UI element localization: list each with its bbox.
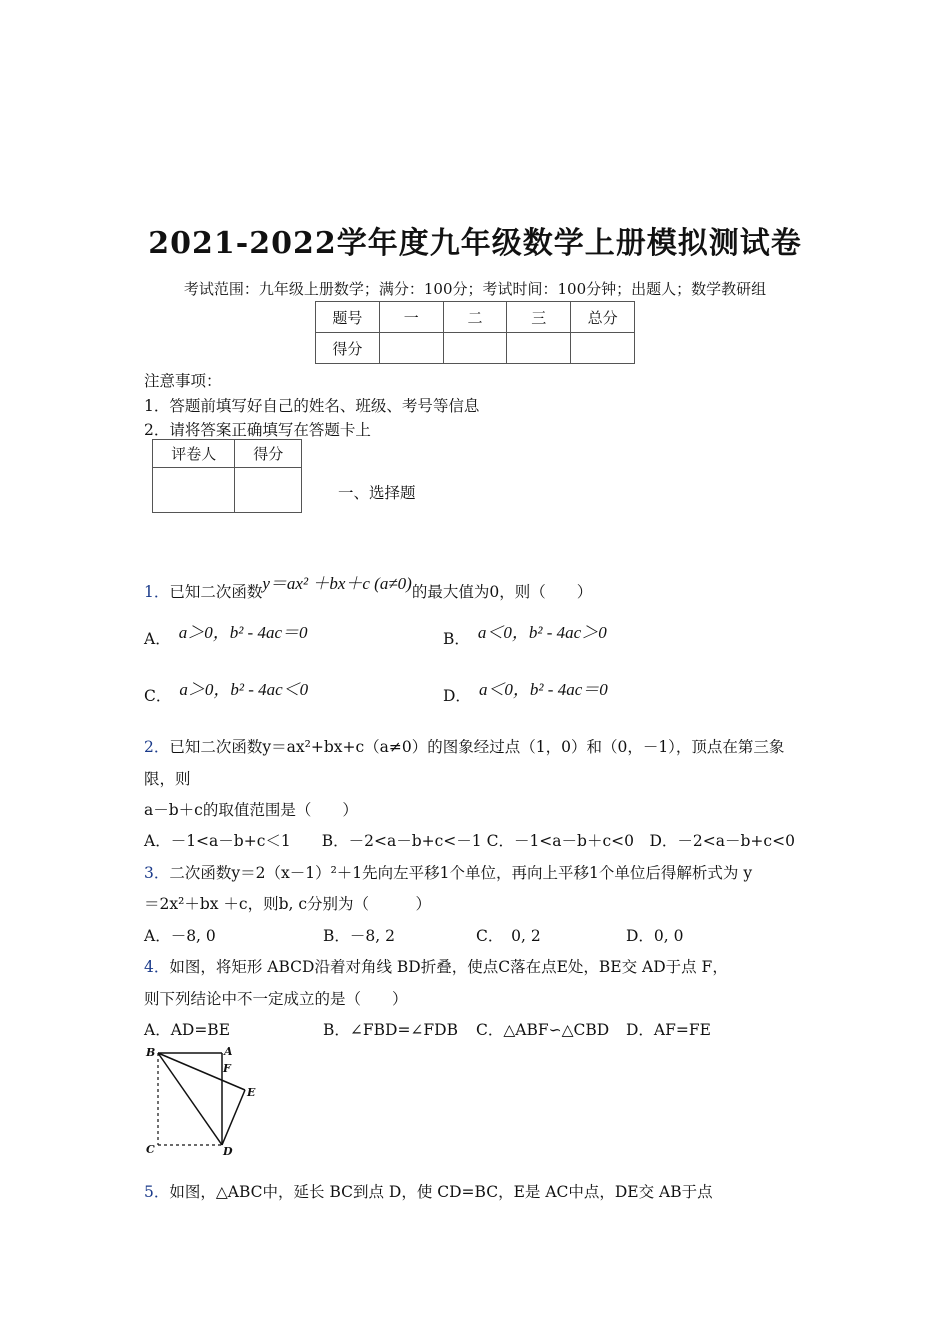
question-text: ＝2x²＋bx ＋c，则b, c分别为（ ） <box>144 895 432 913</box>
score-cell[interactable] <box>443 333 507 364</box>
option-a[interactable]: A．－8, 0 <box>144 927 216 945</box>
label-d: D <box>223 1145 233 1158</box>
option-a[interactable]: A．AD=BE <box>144 1021 231 1039</box>
score-header-cell: 总分 <box>571 302 635 333</box>
question-text: 限，则 <box>144 770 191 788</box>
question-text: a－b＋c的取值范围是（ ） <box>144 801 358 819</box>
option-c[interactable]: C． 0, 2 <box>476 927 541 945</box>
option-formula: a＞0，b² - 4ac＜0 <box>179 680 309 699</box>
option-formula: a＜0，b² - 4ac＝0 <box>478 680 608 699</box>
exam-info: 考试范围：九年级上册数学；满分：100分；考试时间：100分钟；出题人；数学教研组 <box>183 280 767 298</box>
option-b[interactable]: B．∠FBD=∠FDB <box>323 1021 458 1039</box>
option-b[interactable]: B．－8, 2 <box>323 927 395 945</box>
option-formula: a＜0，b² - 4ac＞0 <box>477 623 607 642</box>
option-b[interactable] <box>443 624 607 649</box>
question-number: 4． <box>144 958 170 976</box>
score-cell[interactable] <box>507 333 571 364</box>
option-d[interactable] <box>443 681 608 706</box>
score-header-cell: 二 <box>443 302 507 333</box>
option-c[interactable]: C．△ABF∽△CBD <box>476 1021 610 1039</box>
option-d[interactable]: D．0, 0 <box>626 927 684 945</box>
option-a[interactable] <box>144 624 308 649</box>
label-f: F <box>223 1062 231 1075</box>
question-2 <box>144 735 784 757</box>
score-row-label: 得分 <box>316 333 380 364</box>
question-text: 则下列结论中不一定成立的是（ ） <box>144 990 408 1008</box>
option-d[interactable]: D．AF=FE <box>626 1021 711 1039</box>
score-table <box>315 301 635 364</box>
note-item: 2．请将答案正确填写在答题卡上 <box>144 421 371 439</box>
formula: y＝ax² ＋bx＋c (a≠0) <box>262 574 412 593</box>
question-1 <box>144 574 593 602</box>
grader-header: 得分 <box>235 440 302 468</box>
question-text: 二次函数y＝2（x－1）²＋1先向左平移1个单位，再向上平移1个单位后得解析式为 y <box>169 864 753 882</box>
grader-header: 评卷人 <box>153 440 235 468</box>
question-number: 2． <box>144 738 170 756</box>
question-text: 如图，△ABC中，延长 BC到点 D，使 CD=BC，E是 AC中点，DE交 AB于点 <box>169 1183 713 1201</box>
question-number: 5． <box>144 1183 170 1201</box>
score-cell[interactable] <box>571 333 635 364</box>
label-c: C <box>146 1143 155 1156</box>
page-title: 2021-2022学年度九年级数学上册模拟测试卷 <box>148 226 802 261</box>
section-title: 一、选择题 <box>338 484 416 502</box>
question-3 <box>144 861 752 883</box>
question-text: 如图，将矩形 ABCD沿着对角线 BD折叠，使点C落在点E处，BE交 AD于点 F， <box>169 958 728 976</box>
question-text: 的最大值为0，则（ ） <box>411 583 593 601</box>
label-e: E <box>247 1086 256 1099</box>
label-b: B <box>146 1046 156 1059</box>
grader-cell[interactable] <box>235 468 302 513</box>
question-4 <box>144 955 728 977</box>
grader-table <box>152 439 302 513</box>
option-formula: a＞0，b² - 4ac＝0 <box>178 623 308 642</box>
score-cell[interactable] <box>379 333 443 364</box>
score-header-cell: 一 <box>379 302 443 333</box>
question-5 <box>144 1180 713 1202</box>
note-item: 1．答题前填写好自己的姓名、班级、考号等信息 <box>144 397 480 415</box>
question-text: 已知二次函数 <box>169 583 263 601</box>
option-label: B． <box>443 630 470 648</box>
question-number: 1． <box>144 583 170 601</box>
grader-cell[interactable] <box>153 468 235 513</box>
score-header-cell: 题号 <box>316 302 380 333</box>
option-label: D． <box>443 687 471 705</box>
options-row[interactable]: A．－1<a－b+c＜1 B．－2<a－b+c<－1 C．－1<a－b＋c<0 D．－2<a－b+c<0 <box>144 832 795 850</box>
option-c[interactable] <box>144 681 308 706</box>
label-a: A <box>224 1045 233 1058</box>
question-text: 已知二次函数y＝ax²+bx+c（a≠0）的图象经过点（1，0）和（0，－1），顶点在第三象 <box>169 738 785 756</box>
option-label: C． <box>144 687 172 705</box>
question-number: 3． <box>144 864 170 882</box>
notes-heading: 注意事项： <box>144 372 222 390</box>
edge-ed <box>222 1090 245 1145</box>
score-header-cell: 三 <box>507 302 571 333</box>
rectangle-fold-figure <box>140 1040 270 1165</box>
option-label: A． <box>144 630 171 648</box>
